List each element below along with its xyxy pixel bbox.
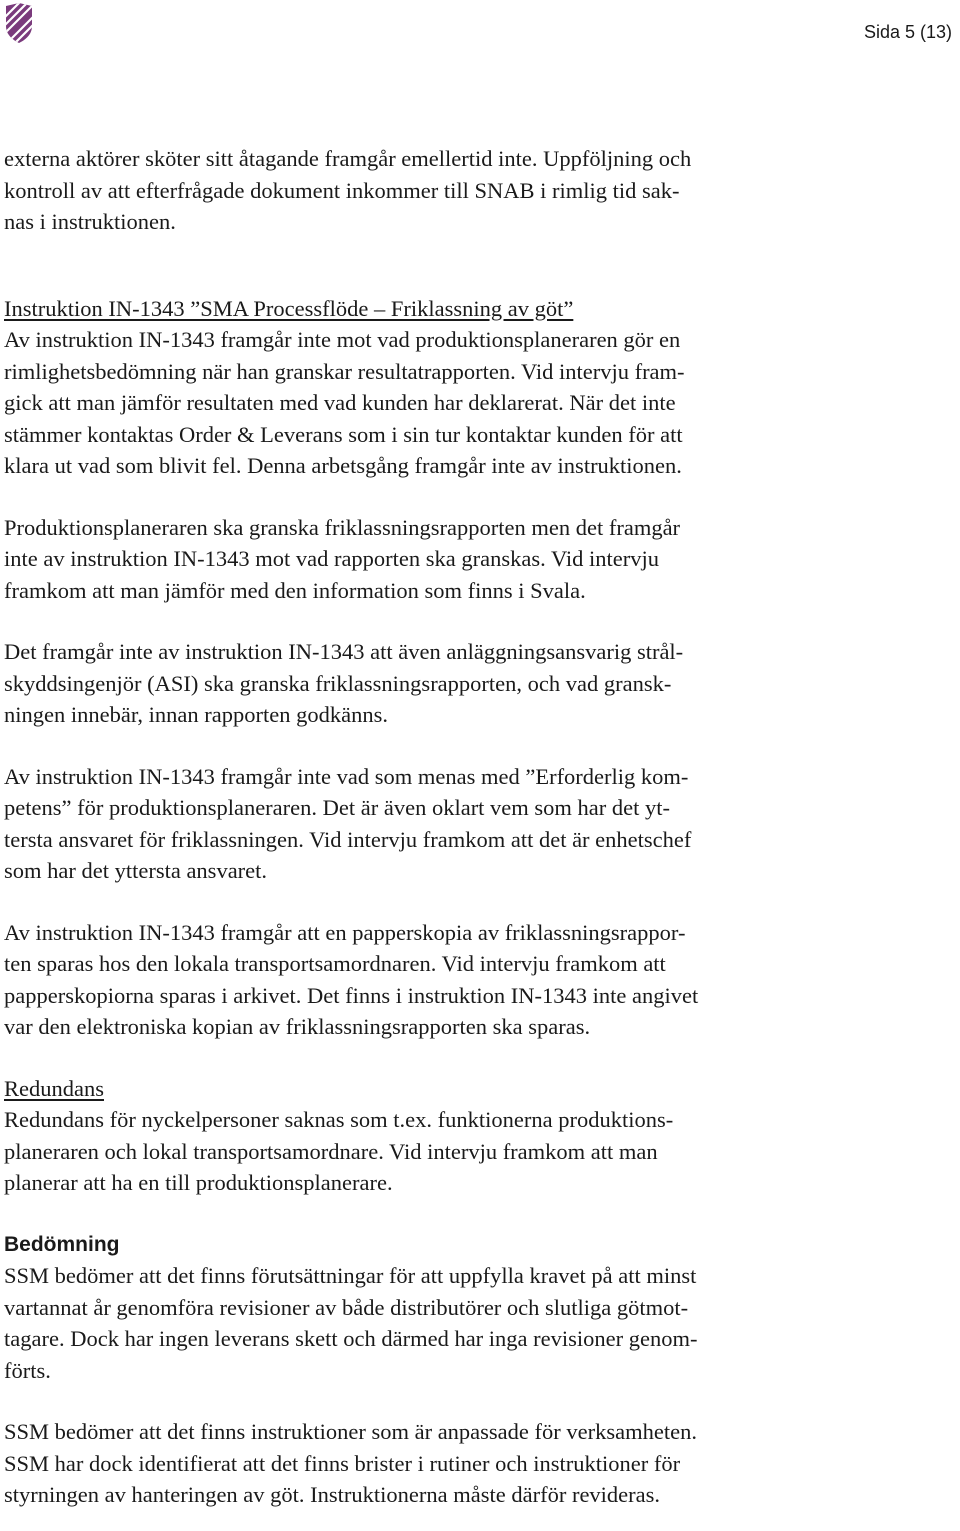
section-heading-in1343: Instruktion IN-1343 ”SMA Processflöde – Friklassning av göt”	[4, 295, 574, 321]
paragraph-bedomning-1: SSM bedömer att det finns förutsättningar för att uppfylla kravet på att minst vartannat år genomföra revisioner av både distributörer och slutliga götmot- tagare. Dock har ingen leverans skett och därmed har inga revisioner genom- förts.	[4, 1263, 698, 1383]
document-body	[4, 143, 834, 1511]
paragraph-in1343-1: Av instruktion IN-1343 framgår inte mot vad produktionsplaneraren gör en rimlighetsbedömning när han granskar resultatrapporten. Vid intervju fram- gick att man jämför resultaten med vad kunden har deklarerat. När det inte stämmer kontaktas Order & Leverans som i sin tur kontaktar kunden för att klara ut vad som blivit fel. Denna arbetsgång framgår inte av instruktionen.	[4, 327, 685, 478]
paragraph-in1343-3: Det framgår inte av instruktion IN-1343 att även anläggningsansvarig strål- skyddsingenjör (ASI) ska granska friklassningsrapporten, och vad gransk- ningen innebär, innan rapporten godkänns.	[4, 639, 684, 727]
shield-logo-icon	[4, 2, 34, 44]
section-heading-bedomning: Bedömning	[4, 1232, 120, 1256]
paragraph-in1343-5: Av instruktion IN-1343 framgår att en papperskopia av friklassningsrappor- ten sparas hos den lokala transportsamordnaren. Vid intervju framkom att papperskopiorna sparas i arkivet. Det finns i instruktion IN-1343 inte angivet var den elektroniska kopian av friklassningsrapporten ska sparas.	[4, 919, 699, 1039]
page-number: Sida 5 (13)	[863, 22, 952, 42]
paragraph-in1343-4: Av instruktion IN-1343 framgår inte vad som menas med ”Erforderlig kom- petens” för produktionsplaneraren. Det är även oklart vem som har det yt- tersta ansvaret för friklassningen. Vid intervju framkom att det är enhetschef som har det yttersta ansvaret.	[4, 763, 692, 883]
paragraph-intro: externa aktörer sköter sitt åtagande framgår emellertid inte. Uppföljning och kontroll av att efterfrågade dokument inkommer till SNAB i rimlig tid sak- nas i instruktionen.	[4, 146, 692, 234]
paragraph-redundans: Redundans för nyckelpersoner saknas som t.ex. funktionerna produktions- planeraren och lokal transportsamordnare. Vid intervju framkom att man planerar att ha en till produktionsplanerare.	[4, 1107, 674, 1195]
paragraph-in1343-2: Produktionsplaneraren ska granska friklassningsrapporten men det framgår inte av instruktion IN-1343 mot vad rapporten ska granskas. Vid intervju framkom att man jämför med den information som finns i Svala.	[4, 514, 681, 603]
section-heading-redundans: Redundans	[4, 1075, 104, 1101]
paragraph-bedomning-2: SSM bedömer att det finns instruktioner som är anpassade för verksamheten. SSM har dock identifierat att det finns brister i rutiner och instruktioner för styrningen av hanteringen av göt. Instruktionerna måste därför revideras.	[4, 1419, 697, 1507]
